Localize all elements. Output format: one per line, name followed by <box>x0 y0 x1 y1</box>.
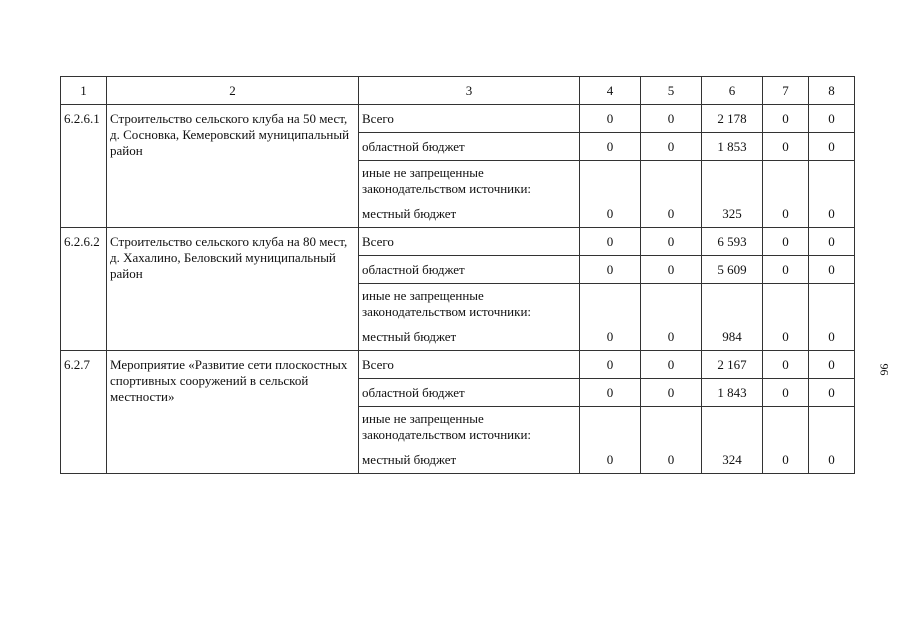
value-cell: 2 178 <box>702 105 763 133</box>
header-cell: 6 <box>702 77 763 105</box>
value-cell: 5 609 <box>702 256 763 284</box>
empty-cell <box>809 407 855 448</box>
source-label: местный бюджет <box>359 447 580 474</box>
header-cell: 4 <box>580 77 641 105</box>
value-cell: 0 <box>580 201 641 228</box>
empty-cell <box>580 407 641 448</box>
value-cell: 0 <box>809 256 855 284</box>
value-cell: 6 593 <box>702 228 763 256</box>
source-label: иные не запрещенные законодательством источники: <box>359 284 580 325</box>
source-label: областной бюджет <box>359 256 580 284</box>
value-cell: 0 <box>641 133 702 161</box>
value-cell: 0 <box>580 351 641 379</box>
value-cell: 0 <box>763 256 809 284</box>
header-cell: 5 <box>641 77 702 105</box>
value-cell: 0 <box>809 201 855 228</box>
value-cell: 0 <box>809 447 855 474</box>
empty-cell <box>763 407 809 448</box>
source-label: иные не запрещенные законодательством источники: <box>359 407 580 448</box>
source-label: областной бюджет <box>359 379 580 407</box>
value-cell: 0 <box>641 201 702 228</box>
value-cell: 0 <box>580 379 641 407</box>
value-cell: 984 <box>702 324 763 351</box>
value-cell: 0 <box>580 447 641 474</box>
value-cell: 0 <box>809 324 855 351</box>
value-cell: 0 <box>580 228 641 256</box>
header-cell: 1 <box>61 77 107 105</box>
source-label: Всего <box>359 228 580 256</box>
value-cell: 0 <box>763 379 809 407</box>
empty-cell <box>809 161 855 202</box>
value-cell: 0 <box>641 105 702 133</box>
source-label: областной бюджет <box>359 133 580 161</box>
value-cell: 0 <box>763 133 809 161</box>
value-cell: 0 <box>763 447 809 474</box>
page-number: 96 <box>877 363 892 376</box>
value-cell: 0 <box>580 256 641 284</box>
header-cell: 8 <box>809 77 855 105</box>
item-code: 6.2.6.1 <box>61 105 107 228</box>
table-row <box>61 351 855 379</box>
empty-cell <box>641 161 702 202</box>
value-cell: 0 <box>641 256 702 284</box>
value-cell: 0 <box>641 379 702 407</box>
source-label: Всего <box>359 351 580 379</box>
value-cell: 1 843 <box>702 379 763 407</box>
empty-cell <box>702 161 763 202</box>
source-label: Всего <box>359 105 580 133</box>
value-cell: 0 <box>641 351 702 379</box>
value-cell: 325 <box>702 201 763 228</box>
value-cell: 0 <box>763 324 809 351</box>
table-row <box>61 228 855 256</box>
value-cell: 0 <box>763 201 809 228</box>
empty-cell <box>763 284 809 325</box>
item-code: 6.2.7 <box>61 351 107 474</box>
value-cell: 0 <box>580 324 641 351</box>
value-cell: 0 <box>809 133 855 161</box>
source-label: иные не запрещенные законодательством источники: <box>359 161 580 202</box>
value-cell: 1 853 <box>702 133 763 161</box>
item-name: Строительство сельского клуба на 50 мест, д. Сосновка, Кемеровский муниципальный район <box>107 105 359 228</box>
value-cell: 0 <box>763 351 809 379</box>
table-row <box>61 105 855 133</box>
value-cell: 0 <box>763 105 809 133</box>
value-cell: 0 <box>809 379 855 407</box>
budget-table <box>60 76 855 474</box>
item-name: Строительство сельского клуба на 80 мест, д. Хахалино, Беловский муниципальный район <box>107 228 359 351</box>
empty-cell <box>702 407 763 448</box>
value-cell: 2 167 <box>702 351 763 379</box>
header-cell: 2 <box>107 77 359 105</box>
header-cell: 7 <box>763 77 809 105</box>
header-row <box>61 77 855 105</box>
source-label: местный бюджет <box>359 324 580 351</box>
value-cell: 0 <box>809 105 855 133</box>
value-cell: 0 <box>641 447 702 474</box>
value-cell: 0 <box>809 351 855 379</box>
item-code: 6.2.6.2 <box>61 228 107 351</box>
empty-cell <box>580 284 641 325</box>
empty-cell <box>809 284 855 325</box>
empty-cell <box>580 161 641 202</box>
value-cell: 0 <box>641 228 702 256</box>
empty-cell <box>763 161 809 202</box>
source-label: местный бюджет <box>359 201 580 228</box>
value-cell: 0 <box>580 133 641 161</box>
empty-cell <box>702 284 763 325</box>
value-cell: 0 <box>809 228 855 256</box>
header-cell: 3 <box>359 77 580 105</box>
item-name: Мероприятие «Развитие сети плоскостных спортивных сооружений в сельской местности» <box>107 351 359 474</box>
value-cell: 0 <box>641 324 702 351</box>
value-cell: 324 <box>702 447 763 474</box>
value-cell: 0 <box>580 105 641 133</box>
empty-cell <box>641 284 702 325</box>
empty-cell <box>641 407 702 448</box>
value-cell: 0 <box>763 228 809 256</box>
